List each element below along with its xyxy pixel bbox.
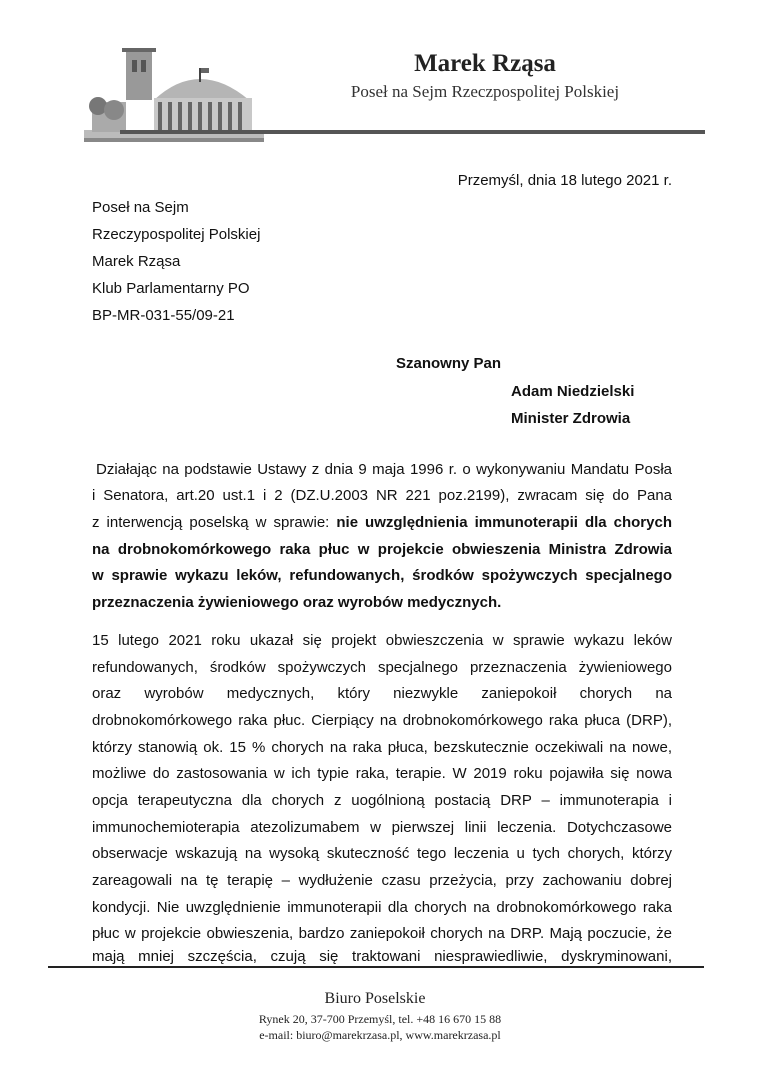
body-line: którzy stanowią ok. 15 % chorych na raka płuca, bezskutecznie oczekiwali na nowe, bbox=[92, 739, 672, 756]
footer-contact: e-mail: biuro@marekrzasa.pl, www.marekrzasa.pl bbox=[259, 1028, 501, 1042]
footer-address: Rynek 20, 37-700 Przemyśl, tel. +48 16 670 15 88 bbox=[258, 1012, 502, 1026]
letterhead-name: Marek Rząsa bbox=[414, 50, 556, 77]
recipient-name: Adam Niedzielski bbox=[511, 383, 635, 400]
body-line: obserwacje wskazują na wysoką skuteczność tego leczenia u tych chorych, którzy bbox=[92, 845, 672, 862]
body-line: Działając na podstawie Ustawy z dnia 9 maja 1996 r. o wykonywaniu Mandatu Posła bbox=[96, 461, 672, 478]
body-line: refundowanych, środków spożywczych specjalnego przeznaczenia żywieniowego bbox=[92, 659, 672, 676]
body-line: opcja terapeutyczna dla chorych z uogólnioną postacią DRP – immunoterapia i bbox=[92, 792, 672, 809]
sender-line: Klub Parlamentarny PO bbox=[92, 280, 250, 297]
body-line: możliwe do zastosowania w ich typie raka, terapie. W 2019 roku pojawiła się nowa bbox=[92, 765, 672, 782]
letter-date: Przemyśl, dnia 18 lutego 2021 r. bbox=[457, 172, 672, 189]
body-line: na drobnokomórkowego raka płuc w projekcie obwieszenia Ministra Zdrowia bbox=[92, 541, 672, 558]
sender-line: Poseł na Sejm bbox=[92, 199, 189, 216]
body-line: płuc w projekcie obwieszenia, bardzo zaniepokoił chorych na DRP. Mają poczucie, że bbox=[92, 925, 672, 942]
body-line: przeznaczenia żywieniowego oraz wyrobów medycznych. bbox=[92, 594, 502, 611]
body-text: z interwencją poselską w sprawie: bbox=[92, 514, 337, 531]
body-line: mają mniej szczęścia, czują się traktowani niesprawiedliwie, dyskryminowani, bbox=[92, 948, 672, 965]
sender-line: BP-MR-031-55/09-21 bbox=[92, 307, 235, 324]
body-line: w sprawie wykazu leków, refundowanych, środków spożywczych specjalnego bbox=[92, 567, 672, 584]
body-line bbox=[92, 510, 672, 536]
letterhead-divider bbox=[120, 130, 705, 134]
body-line: 15 lutego 2021 roku ukazał się projekt obwieszczenia w sprawie wykazu leków bbox=[92, 632, 672, 649]
recipient-salutation: Szanowny Pan bbox=[396, 355, 502, 372]
body-line: immunochemioterapia atezolizumabem w pierwszej linii leczenia. Dotychczasowe bbox=[92, 819, 672, 836]
body-line: oraz wyrobów medycznych, który niezwykle zaniepokoił chorych na bbox=[92, 685, 672, 702]
recipient-role: Minister Zdrowia bbox=[511, 410, 631, 427]
sender-line: Rzeczypospolitej Polskiej bbox=[92, 226, 261, 243]
footer-title: Biuro Poselskie bbox=[324, 990, 426, 1007]
body-line: drobnokomórkowego raka płuc. Cierpiący na drobnokomórkowego raka płuca (DRP), bbox=[92, 712, 672, 729]
footer-divider bbox=[48, 966, 704, 968]
sejm-building-icon bbox=[84, 40, 264, 152]
sender-block bbox=[92, 194, 260, 329]
letterhead-subtitle: Poseł na Sejm Rzeczpospolitej Polskiej bbox=[350, 82, 620, 101]
body-line: zareagowali na tę terapię – wydłużenie czasu przeżycia, przy zachowaniu dobrej bbox=[92, 872, 672, 889]
body-emphasis: nie uwzględnienia immunoterapii dla chorych bbox=[336, 514, 672, 531]
body-line: kondycji. Nie uwzględnienie immunoterapii dla chorych na drobnokomórkowego raka bbox=[92, 899, 672, 916]
sender-line: Marek Rząsa bbox=[92, 253, 181, 270]
body-line: i Senatora, art.20 ust.1 i 2 (DZ.U.2003 NR 221 poz.2199), zwracam się do Pana bbox=[92, 487, 672, 504]
